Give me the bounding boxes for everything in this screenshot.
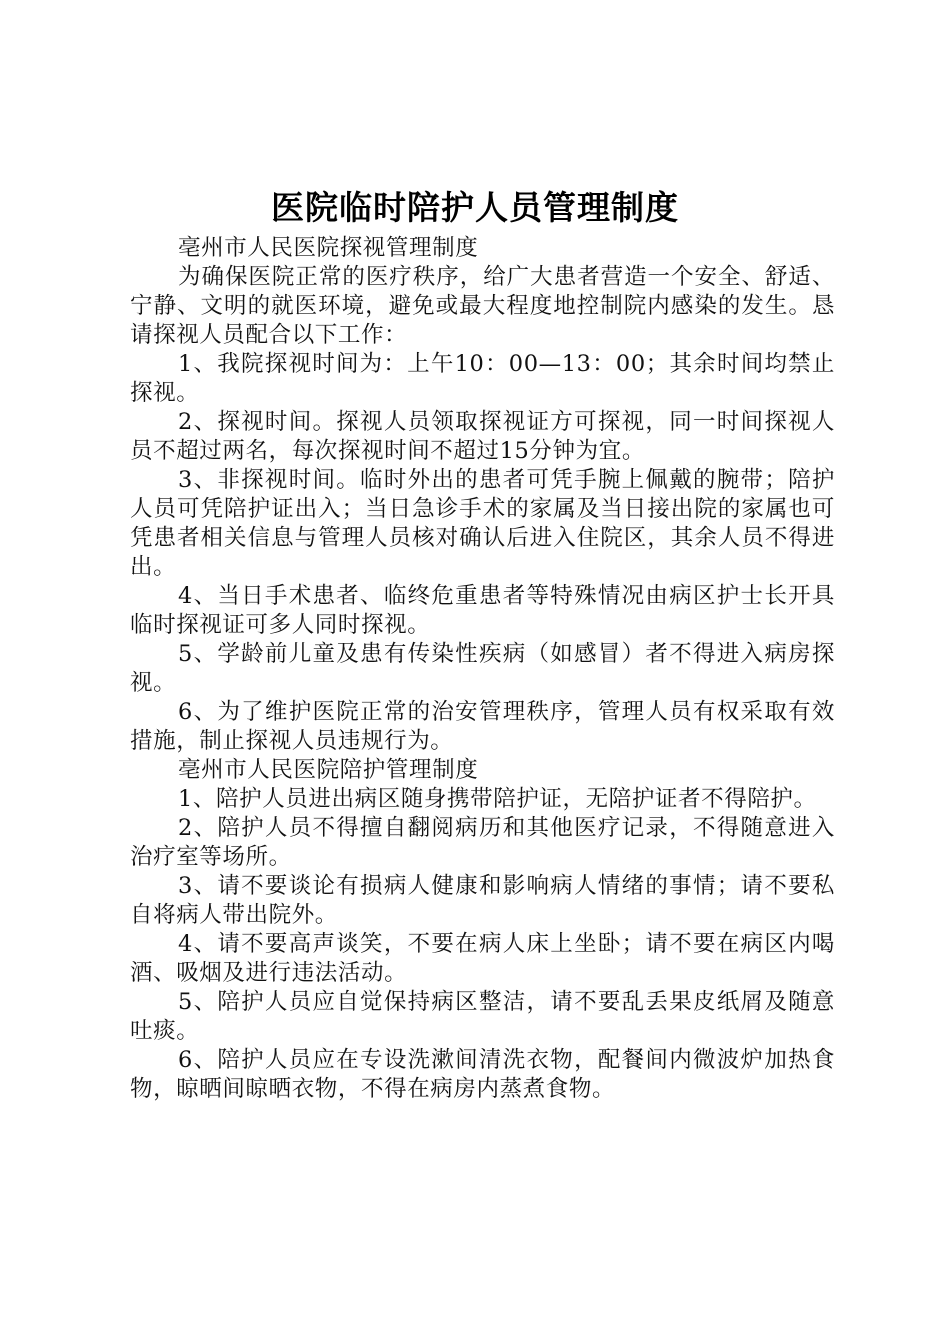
paragraph-escort-rule-2: 2、陪护人员不得擅自翻阅病历和其他医疗记录，不得随意进入治疗室等场所。 xyxy=(130,815,835,870)
document-title: 医院临时陪护人员管理制度 xyxy=(271,188,679,227)
paragraph-intro: 为确保医院正常的医疗秩序，给广大患者营造一个安全、舒适、宁静、文明的就医环境，避免或最大程度地控制院内感染的发生。恳请探视人员配合以下工作： xyxy=(130,264,835,348)
paragraph-escort-rule-5: 5、陪护人员应自觉保持病区整洁，请不要乱丢果皮纸屑及随意吐痰。 xyxy=(130,989,835,1044)
paragraph-escort-rule-1: 1、陪护人员进出病区随身携带陪护证，无陪护证者不得陪护。 xyxy=(178,786,817,812)
paragraph-visit-rule-2: 2、探视时间。探视人员领取探视证方可探视，同一时间探视人员不超过两名，每次探视时间不超过15分钟为宜。 xyxy=(130,409,835,464)
paragraph-visit-rule-1: 1、我院探视时间为：上午10：00—13：00；其余时间均禁止探视。 xyxy=(130,351,835,406)
paragraph-visit-rule-4: 4、当日手术患者、临终危重患者等特殊情况由病区护士长开具临时探视证可多人同时探视。 xyxy=(130,583,835,638)
paragraph-visit-rule-6: 6、为了维护医院正常的治安管理秩序，管理人员有权采取有效措施，制止探视人员违规行为。 xyxy=(130,699,835,754)
paragraph-escort-rule-6: 6、陪护人员应在专设洗漱间清洗衣物，配餐间内微波炉加热食物，晾晒间晾晒衣物，不得在病房内蒸煮食物。 xyxy=(130,1047,835,1102)
paragraph-escort-rule-3: 3、请不要谈论有损病人健康和影响病人情绪的事情；请不要私自将病人带出院外。 xyxy=(130,873,835,928)
paragraph-escort-rule-4: 4、请不要高声谈笑，不要在病人床上坐卧；请不要在病区内喝酒、吸烟及进行违法活动。 xyxy=(130,931,835,986)
section-heading-visitation: 亳州市人民医院探视管理制度 xyxy=(178,235,479,261)
paragraph-visit-rule-5: 5、学龄前儿童及患有传染性疾病（如感冒）者不得进入病房探视。 xyxy=(130,641,835,696)
document-body xyxy=(130,234,835,1104)
section-heading-escort: 亳州市人民医院陪护管理制度 xyxy=(178,757,479,783)
paragraph-visit-rule-3: 3、非探视时间。临时外出的患者可凭手腕上佩戴的腕带；陪护人员可凭陪护证出入；当日急诊手术的家属及当日接出院的家属也可凭患者相关信息与管理人员核对确认后进入住院区，其余人员不得进出。 xyxy=(130,467,835,580)
